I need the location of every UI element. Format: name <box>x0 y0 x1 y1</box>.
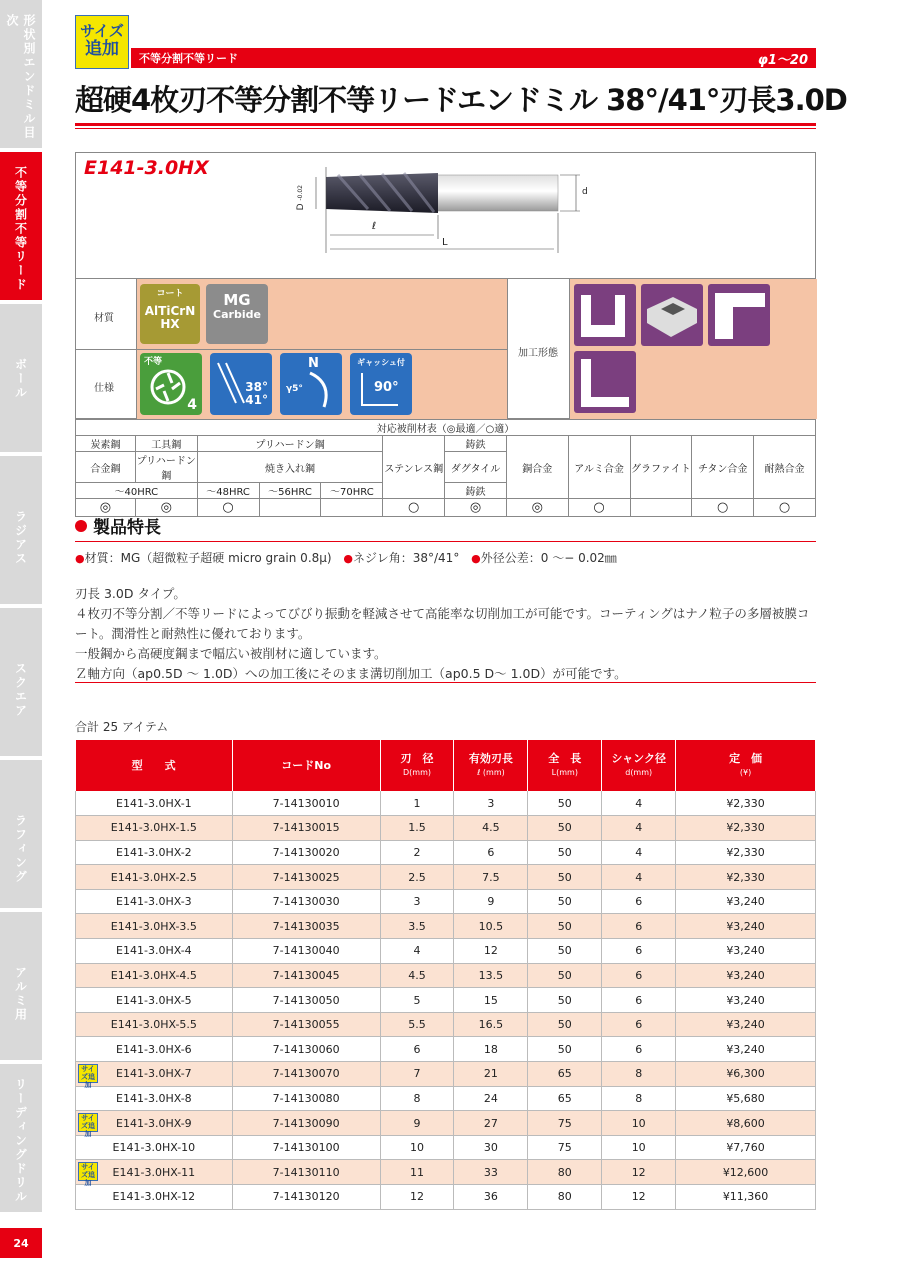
unequal-4flute-icon <box>140 353 202 415</box>
table-cell-price: ¥2,330 <box>676 840 816 865</box>
table-cell-model: E141-3.0HX-11 サイズ追加 <box>76 1160 233 1185</box>
slot-icon <box>574 284 636 346</box>
material-label: 材質 <box>94 313 114 324</box>
side-tab-label: ボール <box>13 358 28 400</box>
feature-paragraph: 刃長 3.0D タイプ。 <box>75 586 186 601</box>
mat-header: アルミ合金 <box>568 436 630 499</box>
mat-mark: ◎ <box>445 499 507 517</box>
table-cell-l: 24 <box>454 1086 528 1111</box>
page-number: 24 <box>0 1228 42 1258</box>
table-cell-code: 7-14130025 <box>232 865 380 890</box>
side-tab-aluminum[interactable] <box>0 912 42 1062</box>
page-title: 超硬4枚刃不等分割不等リードエンドミル 38°/41°刃長3.0D <box>75 83 847 117</box>
mat-header: 〜48HRC <box>197 483 259 499</box>
feature-paragraph: ４枚刃不等分割／不等リードによってびびり振動を軽減させて高能率な切削加工が可能です。コーティングはナノ粒子の多層被膜コート。潤滑性と耐熱性に優れております。 <box>75 606 810 641</box>
side-tab-shape-index[interactable] <box>0 0 42 150</box>
table-cell-L: 65 <box>528 1086 602 1111</box>
coat-line1: AlTiCrN <box>144 304 196 318</box>
mat-mark: ○ <box>754 499 816 517</box>
product-table-header <box>76 740 816 791</box>
table-cell-code: 7-14130090 <box>232 1111 380 1136</box>
column-header <box>380 740 454 791</box>
table-cell-code: 7-14130030 <box>232 889 380 914</box>
new-size-badge <box>75 15 129 69</box>
table-cell-l: 15 <box>454 988 528 1013</box>
table-cell-d: 6 <box>602 963 676 988</box>
table-cell-model: E141-3.0HX-1.5 <box>76 816 233 841</box>
table-cell-d: 6 <box>602 889 676 914</box>
side-tab-label: ラフィング <box>13 814 28 884</box>
mat-header: 〜40HRC <box>76 483 198 499</box>
mat-mark: ◎ <box>135 499 197 517</box>
table-cell-price: ¥3,240 <box>676 1037 816 1062</box>
table-cell-D: 7 <box>380 1062 454 1087</box>
column-header-main: 有効刃長 <box>468 752 513 765</box>
column-header-main: 型 式 <box>131 759 176 772</box>
table-cell-price: ¥8,600 <box>676 1111 816 1136</box>
table-row <box>76 1012 816 1037</box>
mat-header: 合金鋼 <box>76 452 136 483</box>
table-cell-price: ¥2,330 <box>676 816 816 841</box>
table-cell-L: 75 <box>528 1111 602 1136</box>
table-cell-L: 75 <box>528 1135 602 1160</box>
mat-header: チタン合金 <box>692 436 754 499</box>
column-header <box>528 740 602 791</box>
gash-angle: 90° <box>374 380 399 395</box>
table-cell-D: 4 <box>380 939 454 964</box>
side-cut-icon <box>708 284 770 346</box>
table-cell-code: 7-14130060 <box>232 1037 380 1062</box>
table-cell-L: 50 <box>528 816 602 841</box>
spec-panel <box>75 279 816 419</box>
mat-header: ダグタイル <box>445 452 507 483</box>
features-heading <box>75 513 161 538</box>
dim-flute-label: ℓ <box>372 221 377 232</box>
table-cell-L: 50 <box>528 1037 602 1062</box>
table-cell-model: E141-3.0HX-1 <box>76 791 233 816</box>
gash-icon <box>350 353 412 415</box>
side-tab-label: スクエア <box>13 662 28 718</box>
table-cell-L: 65 <box>528 1062 602 1087</box>
column-header-unit: d(mm) <box>625 768 653 777</box>
table-cell-d: 4 <box>602 791 676 816</box>
gash-label: ギャッシュ付 <box>357 358 405 367</box>
mat-mark <box>630 499 692 517</box>
table-cell-L: 50 <box>528 1012 602 1037</box>
table-cell-D: 3.5 <box>380 914 454 939</box>
mat-mark <box>321 499 383 517</box>
table-cell-l: 16.5 <box>454 1012 528 1037</box>
pocket-icon <box>641 284 703 346</box>
table-cell-model: E141-3.0HX-6 <box>76 1037 233 1062</box>
column-header <box>232 740 380 791</box>
table-row <box>76 988 816 1013</box>
mat-mark: ○ <box>568 499 630 517</box>
neck-letter: N <box>308 356 319 371</box>
feature-paragraph: Ｚ軸方向（ap0.5D 〜 1.0D）への加工後にそのまま溝切削加工（ap0.5 D〜 1.0D）が可能です。 <box>75 666 627 681</box>
column-header <box>676 740 816 791</box>
column-header-main: シャンク径 <box>611 752 666 765</box>
table-cell-L: 50 <box>528 914 602 939</box>
table-cell-model: E141-3.0HX-8 <box>76 1086 233 1111</box>
table-row <box>76 939 816 964</box>
dim-D-tolerance: -0.02 <box>297 185 304 201</box>
table-cell-code: 7-14130050 <box>232 988 380 1013</box>
diameter-range: φ1〜20 <box>757 52 808 68</box>
table-cell-l: 6 <box>454 840 528 865</box>
table-row <box>76 1062 816 1087</box>
table-cell-l: 7.5 <box>454 865 528 890</box>
table-cell-model: E141-3.0HX-4 <box>76 939 233 964</box>
table-cell-D: 1.5 <box>380 816 454 841</box>
table-cell-d: 6 <box>602 914 676 939</box>
new-size-badge: サイズ追加 <box>78 1162 98 1181</box>
mat-header: 銅合金 <box>506 436 568 499</box>
shoulder-icon <box>574 351 636 413</box>
table-cell-l: 12 <box>454 939 528 964</box>
table-cell-model: E141-3.0HX-12 <box>76 1185 233 1210</box>
table-cell-price: ¥3,240 <box>676 963 816 988</box>
table-cell-d: 10 <box>602 1111 676 1136</box>
table-cell-model: E141-3.0HX-5.5 <box>76 1012 233 1037</box>
table-cell-price: ¥3,240 <box>676 889 816 914</box>
table-cell-model: E141-3.0HX-5 <box>76 988 233 1013</box>
table-cell-L: 50 <box>528 988 602 1013</box>
dot-icon: ● <box>75 552 85 565</box>
table-cell-price: ¥11,360 <box>676 1185 816 1210</box>
table-cell-model: E141-3.0HX-9 サイズ追加 <box>76 1111 233 1136</box>
table-row <box>76 791 816 816</box>
spec-divider <box>76 349 507 350</box>
mat-header: 鋳鉄 <box>445 436 507 452</box>
model-number: E141-3.0HX <box>84 157 209 179</box>
mat-header: 焼き入れ鋼 <box>197 452 383 483</box>
side-tab-radius[interactable] <box>0 456 42 606</box>
helix-values <box>245 381 268 407</box>
features-heading-text: 製品特長 <box>93 518 161 538</box>
table-cell-d: 4 <box>602 816 676 841</box>
dot-icon: ● <box>343 552 354 565</box>
table-cell-code: 7-14130055 <box>232 1012 380 1037</box>
table-cell-code: 7-14130020 <box>232 840 380 865</box>
column-header-unit: ℓ (mm) <box>477 768 505 777</box>
category-bar <box>131 48 816 68</box>
mg-line1: MG <box>223 291 251 309</box>
spec-label: 仕様 <box>94 383 114 394</box>
mat-header: プリハードン鋼 <box>135 452 197 483</box>
title-underline-thin <box>75 128 816 129</box>
unequal-label: 不等 <box>144 357 163 367</box>
table-cell-price: ¥5,680 <box>676 1086 816 1111</box>
table-cell-l: 33 <box>454 1160 528 1185</box>
table-cell-L: 50 <box>528 889 602 914</box>
table-cell-L: 80 <box>528 1185 602 1210</box>
product-table-body <box>76 791 816 1209</box>
table-cell-price: ¥2,330 <box>676 791 816 816</box>
table-cell-D: 5 <box>380 988 454 1013</box>
column-header-main: 定 価 <box>729 752 763 765</box>
table-cell-L: 50 <box>528 791 602 816</box>
mg-line2: Carbide <box>213 308 261 321</box>
dot-icon: ● <box>471 552 481 565</box>
side-tab-leading-drill[interactable] <box>0 1064 42 1214</box>
end-mill-drawing <box>76 153 817 280</box>
column-header <box>76 740 233 791</box>
feature-paragraph: 一般鋼から高硬度鋼まで幅広い被削材に適しています。 <box>75 646 387 661</box>
table-row <box>76 1185 816 1210</box>
new-size-badge: サイズ追加 <box>78 1113 98 1132</box>
title-underline <box>75 123 816 126</box>
badge-line1: サイズ <box>80 22 124 40</box>
features-spec-line <box>75 549 617 566</box>
spec-divider-v2 <box>507 279 508 419</box>
table-cell-code: 7-14130070 <box>232 1062 380 1087</box>
table-cell-model: E141-3.0HX-3 <box>76 889 233 914</box>
side-tab-unequal[interactable] <box>0 152 42 302</box>
machining-label: 加工形態 <box>518 348 558 359</box>
table-cell-D: 2 <box>380 840 454 865</box>
table-cell-code: 7-14130045 <box>232 963 380 988</box>
table-row <box>76 816 816 841</box>
dim-L-label: L <box>442 237 448 248</box>
table-cell-model: E141-3.0HX-10 <box>76 1135 233 1160</box>
table-cell-model: E141-3.0HX-3.5 <box>76 914 233 939</box>
mat-header: 工具鋼 <box>135 436 197 452</box>
table-cell-D: 12 <box>380 1185 454 1210</box>
table-cell-D: 10 <box>380 1135 454 1160</box>
table-cell-l: 13.5 <box>454 963 528 988</box>
table-row <box>76 1111 816 1136</box>
coat-head: コート <box>156 289 184 299</box>
table-cell-code: 7-14130010 <box>232 791 380 816</box>
table-cell-d: 6 <box>602 1037 676 1062</box>
table-cell-d: 4 <box>602 865 676 890</box>
spec-material: 材質：MG（超微粒子超硬 micro grain 0.8μ) <box>84 551 332 565</box>
table-cell-l: 30 <box>454 1135 528 1160</box>
table-cell-code: 7-14130110 <box>232 1160 380 1185</box>
mat-mark: ◎ <box>506 499 568 517</box>
column-header-unit: (¥) <box>739 768 752 777</box>
mat-header: 〜70HRC <box>321 483 383 499</box>
mat-header: グラファイト <box>630 436 692 499</box>
table-row <box>76 1086 816 1111</box>
table-cell-l: 10.5 <box>454 914 528 939</box>
neck-angle-icon <box>280 353 342 415</box>
helix-angle-2: 41° <box>245 393 268 407</box>
table-cell-D: 3 <box>380 889 454 914</box>
table-row <box>76 1037 816 1062</box>
table-cell-model: E141-3.0HX-4.5 <box>76 963 233 988</box>
table-cell-l: 9 <box>454 889 528 914</box>
mg-carbide-icon <box>206 284 268 344</box>
badge-line2: 追加 <box>85 39 119 59</box>
table-cell-d: 6 <box>602 939 676 964</box>
table-cell-price: ¥3,240 <box>676 1012 816 1037</box>
table-cell-L: 50 <box>528 963 602 988</box>
table-cell-l: 21 <box>454 1062 528 1087</box>
table-row <box>76 914 816 939</box>
spec-divider-v <box>136 279 137 419</box>
table-cell-d: 6 <box>602 988 676 1013</box>
mat-header: 炭素鋼 <box>76 436 136 452</box>
features-bottom-line <box>75 682 816 683</box>
table-cell-D: 9 <box>380 1111 454 1136</box>
table-cell-code: 7-14130120 <box>232 1185 380 1210</box>
side-tab-label: 形状別エンドミル目次 <box>5 14 36 140</box>
side-tab-label: アルミ用 <box>13 966 28 1022</box>
workpiece-material-table <box>75 419 816 517</box>
mat-mark <box>259 499 321 517</box>
table-cell-L: 50 <box>528 840 602 865</box>
flute-count: 4 <box>187 397 197 413</box>
table-row <box>76 865 816 890</box>
mat-header: プリハードン鋼 <box>197 436 383 452</box>
table-cell-d: 8 <box>602 1062 676 1087</box>
table-cell-price: ¥3,240 <box>676 939 816 964</box>
table-cell-code: 7-14130100 <box>232 1135 380 1160</box>
spec-tolerance: 外径公差：0 〜− 0.02㎜ <box>480 551 617 565</box>
mat-header: 鋳鉄 <box>445 483 507 499</box>
column-header-main: 全 長 <box>548 752 582 765</box>
table-row <box>76 1135 816 1160</box>
mat-mark: ○ <box>383 499 445 517</box>
table-cell-d: 8 <box>602 1086 676 1111</box>
table-cell-d: 12 <box>602 1160 676 1185</box>
mat-mark: ○ <box>692 499 754 517</box>
column-header <box>454 740 528 791</box>
side-tab-label: リーディングドリル <box>13 1078 28 1204</box>
mat-header: 〜56HRC <box>259 483 321 499</box>
table-cell-D: 5.5 <box>380 1012 454 1037</box>
table-cell-price: ¥7,760 <box>676 1135 816 1160</box>
neck-angle: γ5° <box>286 384 303 394</box>
column-header-unit: L(mm) <box>551 768 578 777</box>
table-row <box>76 840 816 865</box>
dim-D-label <box>296 185 306 210</box>
table-cell-L: 50 <box>528 939 602 964</box>
table-cell-code: 7-14130040 <box>232 939 380 964</box>
mat-header: 耐熱合金 <box>754 436 816 499</box>
column-header-unit: D(mm) <box>403 768 432 777</box>
material-table-caption: 対応被削材表（◎最適／○適） <box>76 420 816 436</box>
table-row <box>76 963 816 988</box>
features-body <box>75 584 820 684</box>
table-cell-model: E141-3.0HX-2.5 <box>76 865 233 890</box>
mat-mark: ◎ <box>76 499 136 517</box>
side-tab-square[interactable] <box>0 608 42 758</box>
table-cell-D: 2.5 <box>380 865 454 890</box>
table-row <box>76 889 816 914</box>
table-cell-d: 6 <box>602 1012 676 1037</box>
side-navigation <box>0 0 42 1271</box>
table-cell-price: ¥3,240 <box>676 988 816 1013</box>
table-cell-D: 11 <box>380 1160 454 1185</box>
table-cell-price: ¥12,600 <box>676 1160 816 1185</box>
spec-helix: ネジレ角：38°/41° <box>353 551 460 565</box>
coat-line2: HX <box>160 317 180 331</box>
table-cell-price: ¥2,330 <box>676 865 816 890</box>
side-tab-roughing[interactable] <box>0 760 42 910</box>
features-underline <box>75 541 816 542</box>
table-cell-d: 12 <box>602 1185 676 1210</box>
mat-mark: ○ <box>197 499 259 517</box>
helix-angle-icon <box>210 353 272 415</box>
helix-angle-1: 38° <box>245 380 268 394</box>
table-cell-l: 27 <box>454 1111 528 1136</box>
product-table <box>75 740 816 1210</box>
tool-drawing-box <box>75 152 816 279</box>
table-cell-price: ¥6,300 <box>676 1062 816 1087</box>
table-cell-model: E141-3.0HX-7 サイズ追加 <box>76 1062 233 1087</box>
table-cell-d: 4 <box>602 840 676 865</box>
side-tab-label: ラジアス <box>13 510 28 566</box>
table-cell-L: 50 <box>528 865 602 890</box>
table-cell-l: 18 <box>454 1037 528 1062</box>
table-cell-code: 7-14130035 <box>232 914 380 939</box>
mat-header: ステンレス鋼 <box>383 436 445 499</box>
item-count: 合計 25 アイテム <box>75 720 169 734</box>
column-header-main: 刃 径 <box>400 752 434 765</box>
new-size-badge: サイズ追加 <box>78 1064 98 1083</box>
table-cell-L: 80 <box>528 1160 602 1185</box>
column-header <box>602 740 676 791</box>
table-cell-l: 36 <box>454 1185 528 1210</box>
table-cell-code: 7-14130015 <box>232 816 380 841</box>
side-tab-label: 不等分割不等リード <box>13 166 28 292</box>
dim-D-text: D <box>296 203 306 211</box>
table-cell-code: 7-14130080 <box>232 1086 380 1111</box>
table-cell-d: 10 <box>602 1135 676 1160</box>
table-cell-D: 8 <box>380 1086 454 1111</box>
table-cell-D: 1 <box>380 791 454 816</box>
bullet-icon <box>75 520 87 532</box>
table-cell-model: E141-3.0HX-2 <box>76 840 233 865</box>
table-row <box>76 1160 816 1185</box>
table-cell-D: 6 <box>380 1037 454 1062</box>
category-label: 不等分割不等リード <box>139 52 238 65</box>
table-cell-l: 4.5 <box>454 816 528 841</box>
table-cell-l: 3 <box>454 791 528 816</box>
table-cell-price: ¥3,240 <box>676 914 816 939</box>
table-cell-D: 4.5 <box>380 963 454 988</box>
coating-icon <box>140 284 200 344</box>
side-tab-ball[interactable] <box>0 304 42 454</box>
dim-d-label: d <box>582 187 588 197</box>
machining-forms <box>569 279 817 419</box>
neck-arc-icon <box>280 353 342 415</box>
column-header-main: コードNo <box>281 759 332 772</box>
